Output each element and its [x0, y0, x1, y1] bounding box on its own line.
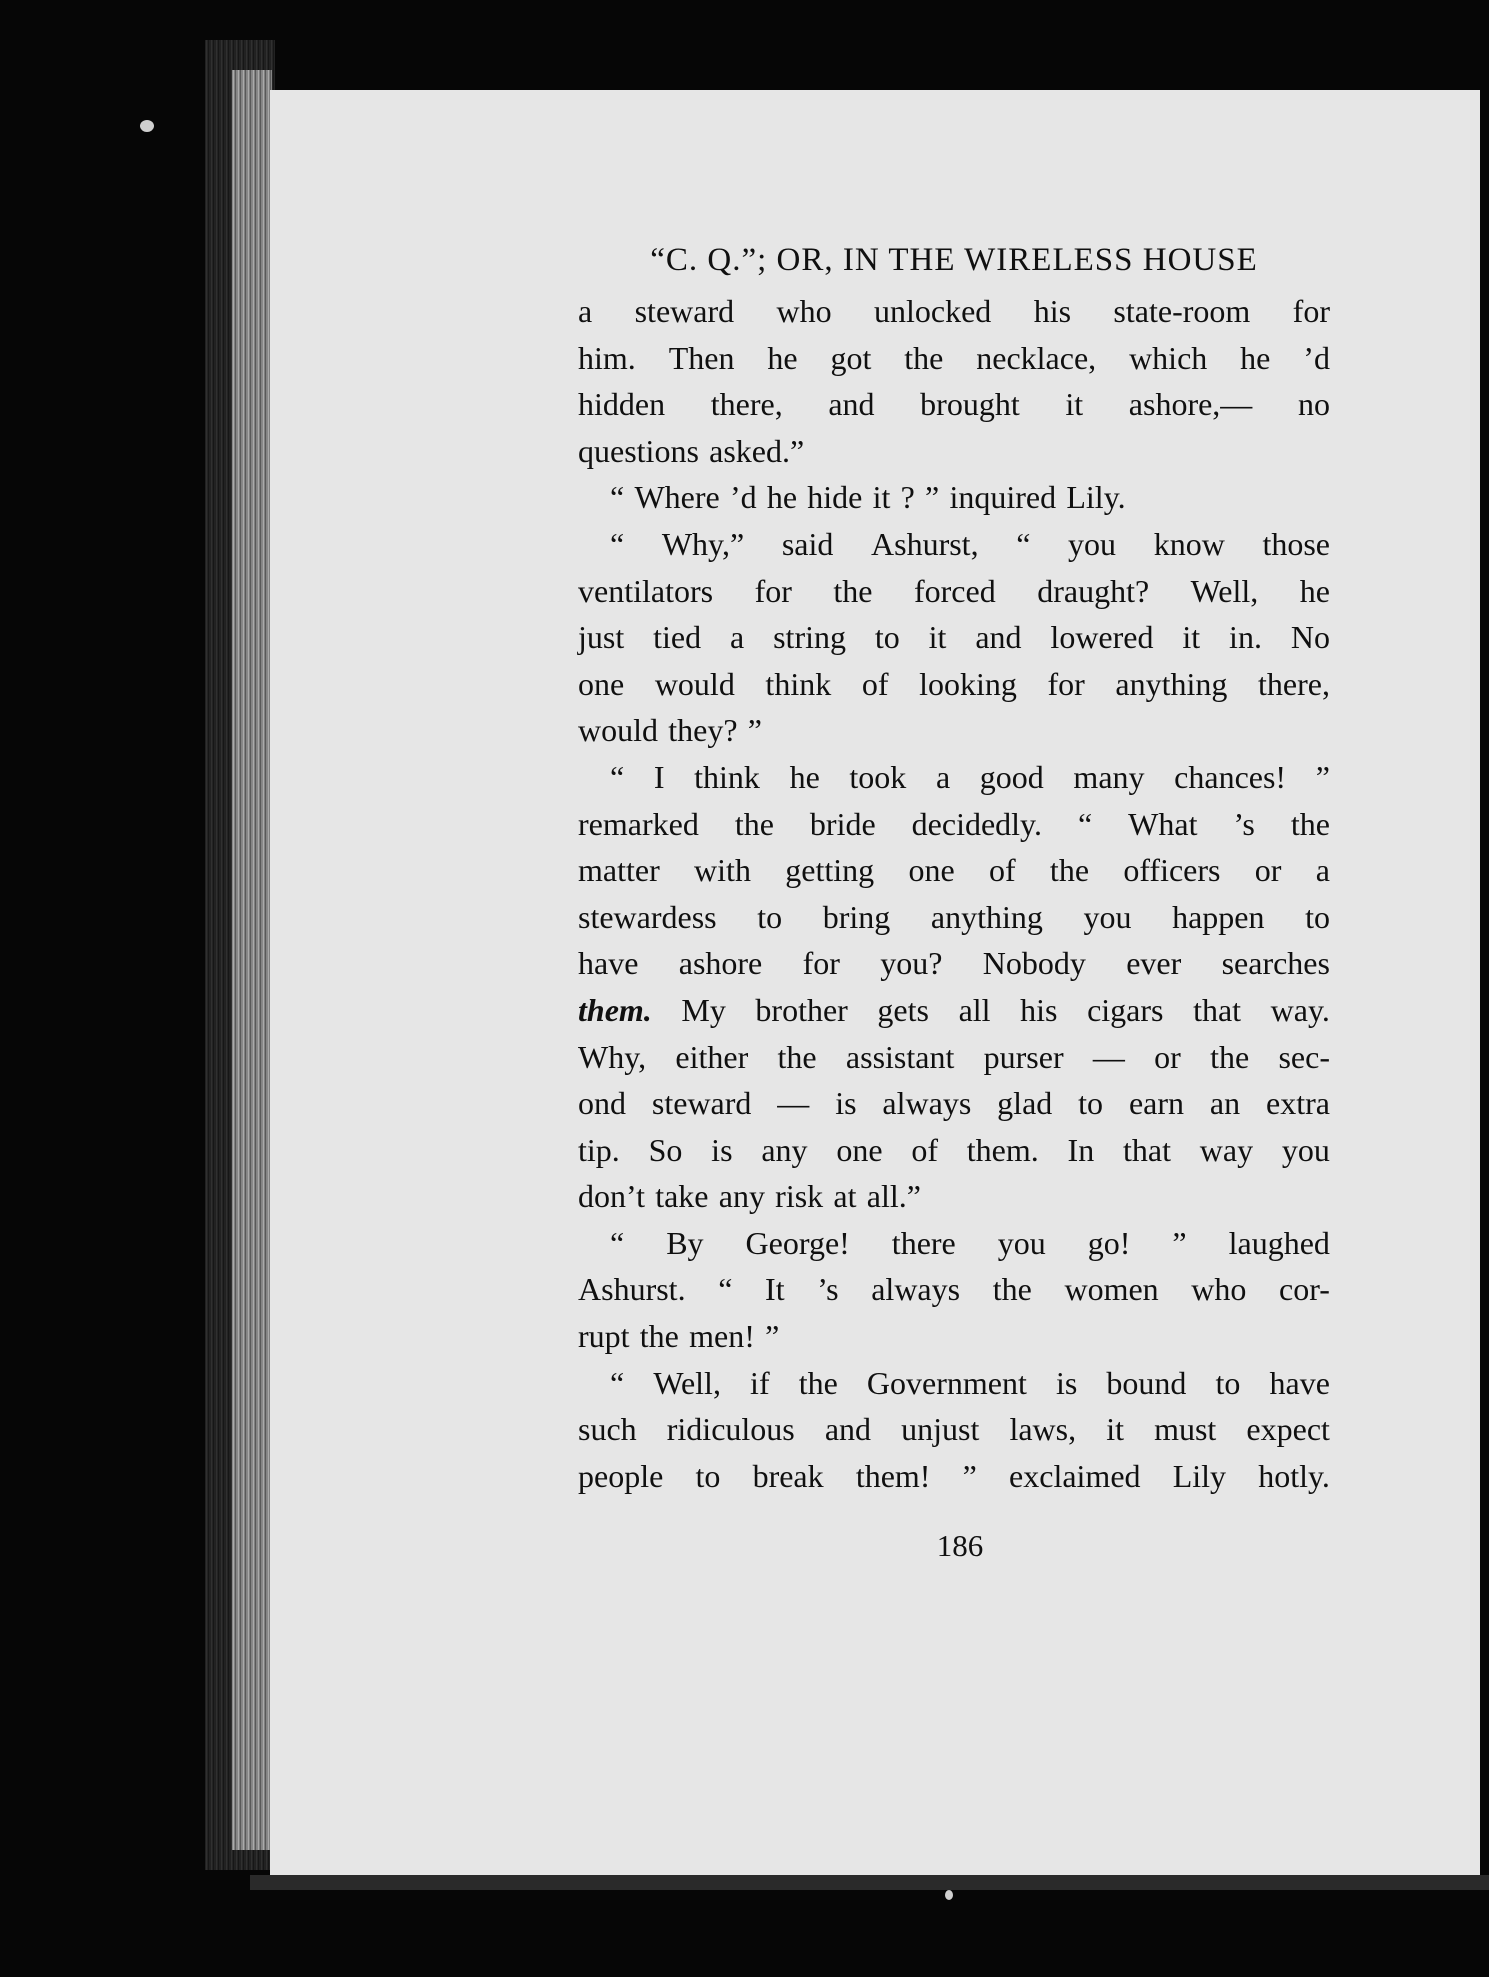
- text-line: don’t take any risk at all.”: [578, 1178, 921, 1215]
- page-bottom-shadow: [250, 1875, 1489, 1890]
- text-line: people to break them! ” exclaimed Lily hotly.: [578, 1457, 1330, 1494]
- text-line: matter with getting one of the officers or a: [578, 852, 1330, 889]
- text-line: such ridiculous and unjust laws, it must expect: [578, 1411, 1330, 1448]
- text-line: a steward who unlocked his state-room for: [578, 293, 1330, 329]
- page-text: [578, 240, 1330, 1499]
- text-line: him. Then he got the necklace, which he ’d: [578, 339, 1330, 376]
- body-text: [578, 288, 1330, 1499]
- page-number: 186: [936, 1528, 984, 1563]
- dust-speck: [945, 1890, 953, 1900]
- running-head: “C. Q.”; OR, IN THE WIRELESS HOUSE: [650, 242, 1258, 278]
- text-line: hidden there, and brought it ashore,— no: [578, 386, 1330, 423]
- text-line: “ I think he took a good many chances! ”: [610, 758, 1330, 795]
- dust-speck: [140, 120, 154, 132]
- text-line: rupt the men! ”: [578, 1318, 780, 1355]
- text-line: “ By George! there you go! ” laughed: [610, 1224, 1330, 1261]
- text-line: tip. So is any one of them. In that way you: [578, 1131, 1330, 1168]
- text-line: ventilators for the forced draught? Well, he: [578, 572, 1330, 609]
- text-line: just tied a string to it and lowered it in. No: [578, 619, 1330, 656]
- text-line: stewardess to bring anything you happen to: [578, 898, 1330, 935]
- text-line: ond steward — is always glad to earn an extra: [578, 1085, 1330, 1122]
- text-line: remarked the bride decidedly. “ What ’s the: [578, 805, 1330, 842]
- text-line: them. My brother gets all his cigars that way.: [578, 991, 1330, 1028]
- text-line: one would think of looking for anything there,: [578, 665, 1330, 702]
- text-line: “ Why,” said Ashurst, “ you know those: [610, 525, 1330, 562]
- text-line: questions asked.”: [578, 432, 805, 469]
- text-line: Ashurst. “ It ’s always the women who cor-: [578, 1271, 1330, 1308]
- text-line: “ Well, if the Government is bound to have: [610, 1364, 1330, 1401]
- text-line: “ Where ’d he hide it ? ” inquired Lily.: [610, 479, 1126, 516]
- text-line: have ashore for you? Nobody ever searches: [578, 945, 1330, 982]
- text-line: Why, either the assistant purser — or the sec-: [578, 1038, 1330, 1075]
- page-block-edge-light: [232, 70, 272, 1850]
- text-line: would they? ”: [578, 712, 762, 749]
